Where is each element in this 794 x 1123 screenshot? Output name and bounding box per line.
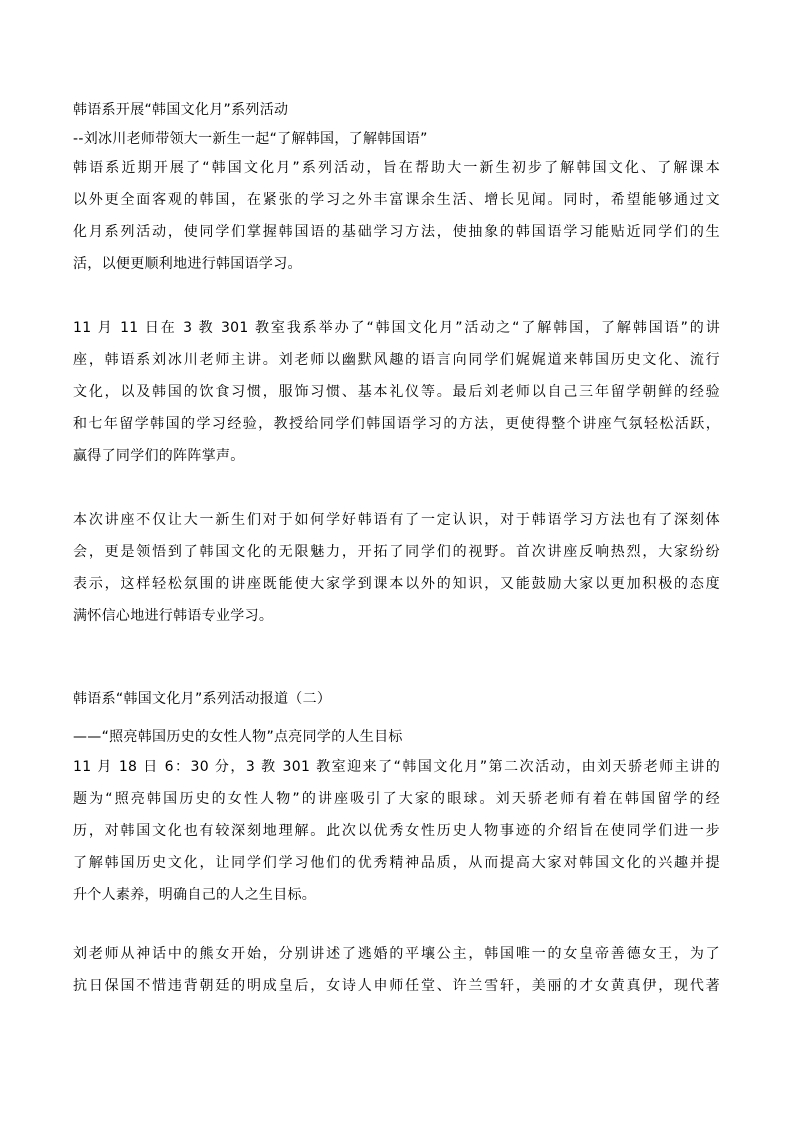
article1-p2-line: 座，韩语系刘冰川老师主讲。刘老师以幽默风趣的语言向同学们娓娓道来韩国历史文化、流行 xyxy=(73,352,720,368)
article1-p3-line: 满怀信心地进行韩语专业学习。 xyxy=(73,608,274,624)
article1-p1-line: 韩语系近期开展了“韩国文化月”系列活动，旨在帮助大一新生初步了解韩国文化、了解课本 xyxy=(73,160,720,176)
article1-p2-line: 11 月 11 日在 3 教 301 教室我系举办了“韩国文化月”活动之“了解韩国，了解韩国语”的讲 xyxy=(73,320,720,336)
article1-p3-line: 会，更是领悟到了韩国文化的无限魅力，开拓了同学们的视野。首次讲座反响热烈，大家纷纷 xyxy=(73,544,720,560)
article1-p2-line: 赢得了同学们的阵阵掌声。 xyxy=(73,448,245,464)
article2-p1-line: 题为“照亮韩国历史的女性人物”的讲座吸引了大家的眼球。刘天骄老师有着在韩国留学的经 xyxy=(73,791,720,807)
article1-subtitle: --刘冰川老师带领大一新生一起“了解韩国，了解韩国语” xyxy=(73,131,428,147)
article2-p1-line: 了解韩国历史文化，让同学们学习他们的优秀精神品质，从而提高大家对韩国文化的兴趣并提 xyxy=(73,855,720,871)
article2-p2-line: 刘老师从神话中的熊女开始，分别讲述了逃婚的平壤公主，韩国唯一的女皇帝善德女王，为了 xyxy=(73,946,720,962)
article1-title: 韩语系开展“韩国文化月”系列活动 xyxy=(73,102,289,118)
article2-p1-line: 升个人素养，明确自己的人之生目标。 xyxy=(73,887,317,903)
article1-p1-line: 化月系列活动，使同学们掌握韩国语的基础学习方法，使抽象的韩国语学习能贴近同学们的生 xyxy=(73,224,720,240)
article2-title: 韩语系“韩国文化月”系列活动报道（二） xyxy=(73,691,332,707)
article1-p2-line: 和七年留学韩国的学习经验，教授给同学们韩国语学习的方法，更使得整个讲座气氛轻松活跃， xyxy=(73,416,720,432)
article1-p1-line: 以外更全面客观的韩国，在紧张的学习之外丰富课余生活、增长见闻。同时，希望能够通过文 xyxy=(73,192,720,208)
article1-p3-line: 表示，这样轻松氛围的讲座既能使大家学到课本以外的知识，又能鼓励大家以更加积极的态度 xyxy=(73,576,720,592)
article2-p1-line: 11 月 18 日 6：30 分，3 教 301 教室迎来了“韩国文化月”第二次活动，由刘天骄老师主讲的 xyxy=(73,759,720,775)
article1-p3-line: 本次讲座不仅让大一新生们对于如何学好韩语有了一定认识，对于韩语学习方法也有了深刻体 xyxy=(73,512,720,528)
article2-p2-line: 抗日保国不惜违背朝廷的明成皇后，女诗人申师任堂、许兰雪轩，美丽的才女黄真伊，现代著 xyxy=(73,978,720,994)
article1-p1-line: 活，以便更顺利地进行韩国语学习。 xyxy=(73,256,302,272)
article2-p1-line: 历，对韩国文化也有较深刻地理解。此次以优秀女性历史人物事迹的介绍旨在使同学们进一步 xyxy=(73,823,720,839)
article1-p2-line: 文化，以及韩国的饮食习惯，服饰习惯、基本礼仪等。最后刘老师以自己三年留学朝鲜的经验 xyxy=(73,384,720,400)
article2-subtitle: ——“照亮韩国历史的女性人物”点亮同学的人生目标 xyxy=(73,729,403,745)
